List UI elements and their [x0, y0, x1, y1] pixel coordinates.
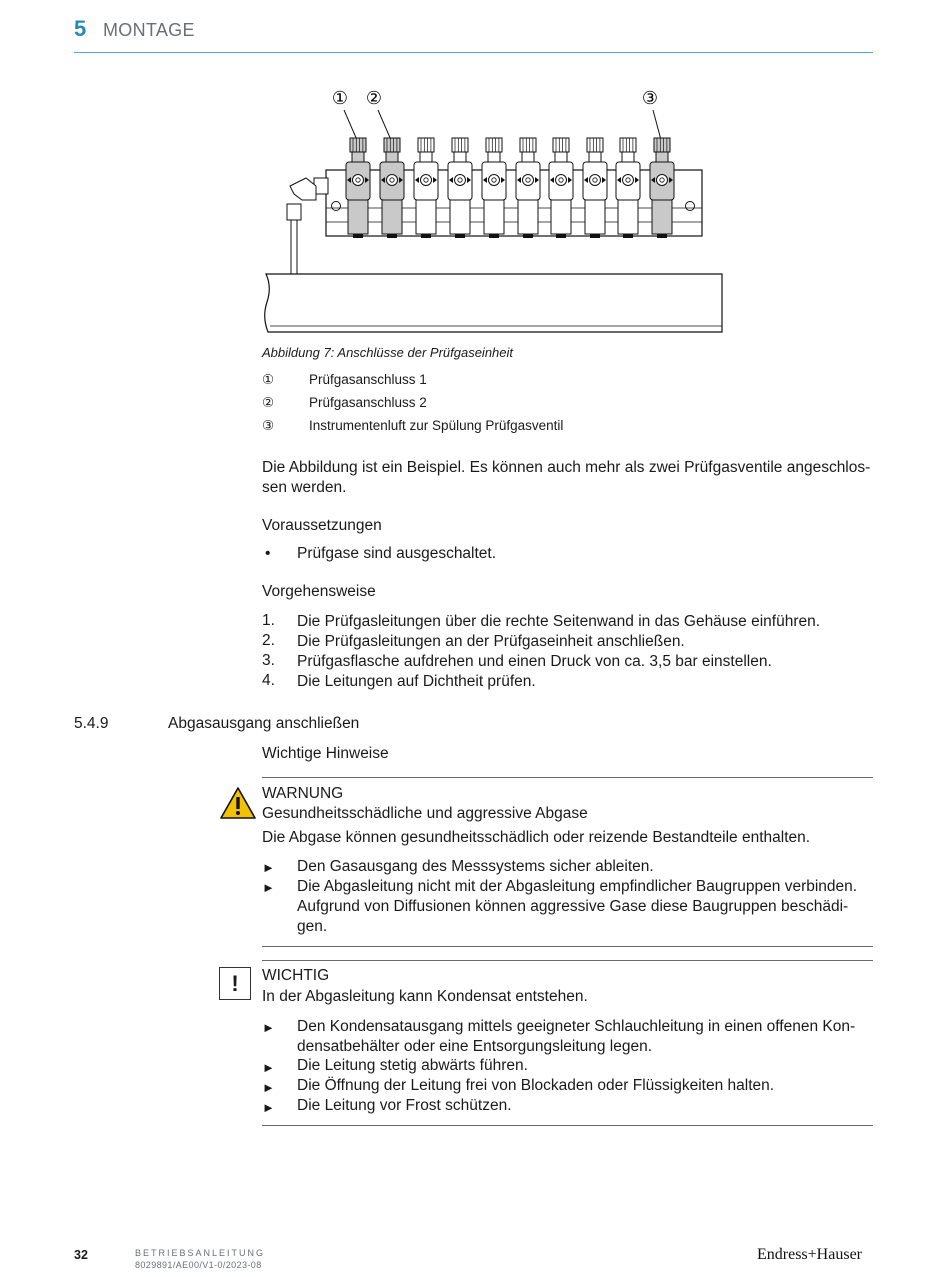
warning-item: Den Gasausgang des Messsystems sicher ableiten. — [297, 858, 654, 875]
important-item: densatbehälter oder eine Entsorgungsleitung legen. — [297, 1038, 653, 1055]
step-number: 4. — [262, 672, 275, 689]
legend-number: ② — [262, 395, 275, 410]
step-number: 2. — [262, 632, 275, 649]
arrow-bullet: ► — [262, 1020, 275, 1035]
section-title: Abgasausgang anschließen — [168, 715, 360, 732]
valve — [414, 138, 438, 238]
important-exclamation-icon: ! — [219, 967, 251, 1000]
test-gas-unit-figure — [262, 82, 724, 338]
step-text: Die Prüfgasleitungen über die rechte Seitenwand in das Gehäuse einführen. — [297, 613, 821, 630]
test-gas-manifold-drawing — [262, 82, 724, 338]
important-item: Die Leitung stetig abwärts führen. — [297, 1057, 528, 1074]
step-text: Die Leitungen auf Dichtheit prüfen. — [297, 673, 536, 690]
chapter-number: 5 — [74, 16, 87, 41]
valve — [482, 138, 506, 238]
warning-bottom-rule — [262, 946, 873, 947]
step-number: 1. — [262, 612, 275, 629]
intro-line: Die Abbildung ist ein Beispiel. Es können auch mehr als zwei Prüfgasventile angeschlos- — [262, 459, 871, 476]
callout-3: ③ — [641, 88, 659, 109]
prerequisites-title: Voraussetzungen — [262, 517, 382, 534]
housing-wall — [265, 274, 722, 332]
valve — [583, 138, 607, 238]
valve — [380, 138, 404, 238]
valve — [346, 138, 370, 238]
procedure-title: Vorgehensweise — [262, 583, 376, 600]
brand-logo: Endress+Hauser — [757, 1246, 862, 1263]
step-number: 3. — [262, 652, 275, 669]
legend-text: Instrumentenluft zur Spülung Prüfgasventil — [309, 418, 564, 433]
valve — [650, 138, 674, 238]
legend-number: ③ — [262, 418, 275, 433]
arrow-bullet: ► — [262, 1100, 275, 1115]
step-text: Prüfgasflasche aufdrehen und einen Druck von ca. 3,5 bar einstellen. — [297, 653, 772, 670]
document-type: BETRIEBSANLEITUNG — [135, 1248, 266, 1258]
important-item: Die Leitung vor Frost schützen. — [297, 1097, 512, 1114]
intro-paragraph — [262, 458, 874, 498]
important-top-rule — [262, 960, 873, 961]
warning-top-rule — [262, 777, 873, 778]
step-text: Die Prüfgasleitungen an der Prüfgaseinheit anschließen. — [297, 633, 685, 650]
valve — [448, 138, 472, 238]
document-code: 8029891/AE00/V1-0/2023-08 — [135, 1260, 262, 1270]
section-subtitle: Wichtige Hinweise — [262, 745, 389, 762]
page-number: 32 — [74, 1248, 88, 1262]
arrow-bullet: ► — [262, 880, 275, 895]
warning-body: Die Abgase können gesundheitsschädlich oder reizende Bestandteile enthalten. — [262, 829, 811, 846]
chapter-title: MONTAGE — [103, 20, 195, 40]
warning-item: Aufgrund von Diffusionen können aggressive Gase diese Baugruppen beschädi- — [297, 898, 849, 915]
legend-text: Prüfgasanschluss 1 — [309, 372, 427, 387]
important-item: Den Kondensatausgang mittels geeigneter Schlauchleitung in einen offenen Kon- — [297, 1018, 856, 1035]
important-headline: In der Abgasleitung kann Kondensat entstehen. — [262, 988, 588, 1005]
warning-item: Die Abgasleitung nicht mit der Abgasleitung empfindlicher Baugruppen verbinden. — [297, 878, 858, 895]
legend-number: ① — [262, 372, 275, 387]
warning-label: WARNUNG — [262, 785, 344, 802]
header-rule — [74, 52, 873, 53]
warning-headline: Gesundheitsschädliche und aggressive Abgase — [262, 805, 588, 822]
callout-1: ① — [331, 88, 349, 109]
valve — [549, 138, 573, 238]
valve — [516, 138, 540, 238]
warning-triangle-icon — [219, 786, 257, 820]
important-bottom-rule — [262, 1125, 873, 1126]
arrow-bullet: ► — [262, 1060, 275, 1075]
important-item: Die Öffnung der Leitung frei von Blockaden oder Flüssigkeiten halten. — [297, 1077, 775, 1094]
valve — [616, 138, 640, 238]
warning-item: gen. — [297, 918, 328, 935]
callout-2: ② — [365, 88, 383, 109]
intro-line: sen werden. — [262, 479, 347, 496]
legend-text: Prüfgasanschluss 2 — [309, 395, 427, 410]
bullet-dot: • — [265, 545, 271, 562]
section-number: 5.4.9 — [74, 715, 109, 732]
arrow-bullet: ► — [262, 860, 275, 875]
important-label: WICHTIG — [262, 967, 330, 984]
arrow-bullet: ► — [262, 1080, 275, 1095]
prerequisite-item: Prüfgase sind ausgeschaltet. — [297, 545, 497, 562]
figure-caption: Abbildung 7: Anschlüsse der Prüfgaseinheit — [262, 345, 514, 360]
